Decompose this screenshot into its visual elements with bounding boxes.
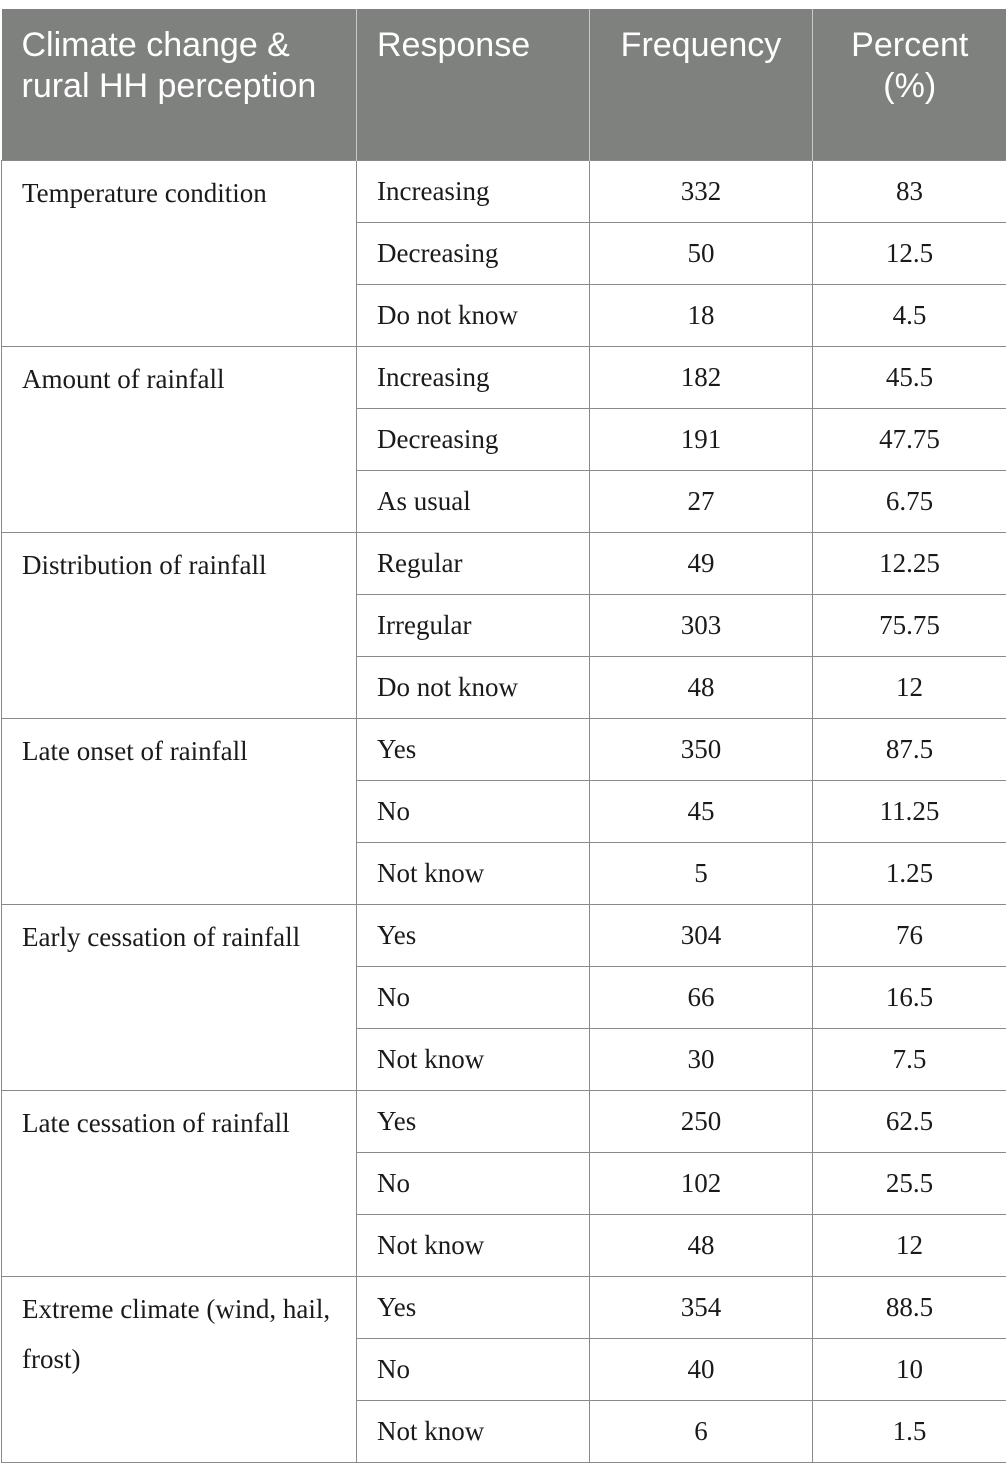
frequency-cell: 332 <box>590 161 813 223</box>
response-cell: Irregular <box>357 595 590 657</box>
frequency-cell: 250 <box>590 1091 813 1153</box>
frequency-cell: 303 <box>590 595 813 657</box>
table-body <box>2 161 1006 1463</box>
response-cell: Not know <box>357 843 590 905</box>
response-cell: No <box>357 781 590 843</box>
header-row <box>2 9 1006 161</box>
response-cell: Decreasing <box>357 409 590 471</box>
frequency-cell: 304 <box>590 905 813 967</box>
percent-cell: 1.5 <box>813 1401 1006 1463</box>
frequency-cell: 5 <box>590 843 813 905</box>
percent-cell: 47.75 <box>813 409 1006 471</box>
percent-cell: 83 <box>813 161 1006 223</box>
percent-cell: 25.5 <box>813 1153 1006 1215</box>
header-percent: Percent (%) <box>813 9 1006 161</box>
response-cell: Not know <box>357 1401 590 1463</box>
table-row <box>2 719 1006 781</box>
table-row <box>2 533 1006 595</box>
frequency-cell: 350 <box>590 719 813 781</box>
header-category: Climate change & rural HH perception <box>2 9 357 161</box>
category-cell: Late onset of rainfall <box>2 719 357 905</box>
frequency-cell: 30 <box>590 1029 813 1091</box>
response-cell: Yes <box>357 719 590 781</box>
percent-cell: 12 <box>813 657 1006 719</box>
table-row <box>2 161 1006 223</box>
table-row <box>2 1091 1006 1153</box>
frequency-cell: 354 <box>590 1277 813 1339</box>
percent-cell: 12.25 <box>813 533 1006 595</box>
percent-cell: 7.5 <box>813 1029 1006 1091</box>
perception-table <box>1 9 1006 1463</box>
category-cell: Early cessation of rainfall <box>2 905 357 1091</box>
frequency-cell: 40 <box>590 1339 813 1401</box>
frequency-cell: 50 <box>590 223 813 285</box>
frequency-cell: 45 <box>590 781 813 843</box>
response-cell: No <box>357 967 590 1029</box>
response-cell: Increasing <box>357 347 590 409</box>
response-cell: Increasing <box>357 161 590 223</box>
response-cell: Regular <box>357 533 590 595</box>
table-row <box>2 1277 1006 1339</box>
response-cell: Do not know <box>357 657 590 719</box>
percent-cell: 45.5 <box>813 347 1006 409</box>
percent-cell: 12.5 <box>813 223 1006 285</box>
frequency-cell: 49 <box>590 533 813 595</box>
frequency-cell: 27 <box>590 471 813 533</box>
frequency-cell: 6 <box>590 1401 813 1463</box>
response-cell: No <box>357 1153 590 1215</box>
frequency-cell: 182 <box>590 347 813 409</box>
percent-cell: 75.75 <box>813 595 1006 657</box>
percent-cell: 12 <box>813 1215 1006 1277</box>
response-cell: Decreasing <box>357 223 590 285</box>
category-cell: Amount of rainfall <box>2 347 357 533</box>
frequency-cell: 48 <box>590 1215 813 1277</box>
percent-cell: 87.5 <box>813 719 1006 781</box>
percent-cell: 76 <box>813 905 1006 967</box>
header-response: Response <box>357 9 590 161</box>
table-row <box>2 905 1006 967</box>
frequency-cell: 66 <box>590 967 813 1029</box>
response-cell: Not know <box>357 1215 590 1277</box>
category-cell: Temperature condition <box>2 161 357 347</box>
response-cell: No <box>357 1339 590 1401</box>
frequency-cell: 48 <box>590 657 813 719</box>
frequency-cell: 102 <box>590 1153 813 1215</box>
frequency-cell: 18 <box>590 285 813 347</box>
response-cell: Yes <box>357 1277 590 1339</box>
category-cell: Extreme climate (wind, hail, frost) <box>2 1277 357 1463</box>
percent-cell: 11.25 <box>813 781 1006 843</box>
header-frequency: Frequency <box>590 9 813 161</box>
response-cell: Do not know <box>357 285 590 347</box>
percent-cell: 10 <box>813 1339 1006 1401</box>
response-cell: Yes <box>357 1091 590 1153</box>
response-cell: As usual <box>357 471 590 533</box>
percent-cell: 16.5 <box>813 967 1006 1029</box>
category-cell: Distribution of rainfall <box>2 533 357 719</box>
percent-cell: 88.5 <box>813 1277 1006 1339</box>
table-row <box>2 347 1006 409</box>
percent-cell: 62.5 <box>813 1091 1006 1153</box>
response-cell: Yes <box>357 905 590 967</box>
percent-cell: 6.75 <box>813 471 1006 533</box>
percent-cell: 1.25 <box>813 843 1006 905</box>
frequency-cell: 191 <box>590 409 813 471</box>
category-cell: Late cessation of rainfall <box>2 1091 357 1277</box>
percent-cell: 4.5 <box>813 285 1006 347</box>
response-cell: Not know <box>357 1029 590 1091</box>
